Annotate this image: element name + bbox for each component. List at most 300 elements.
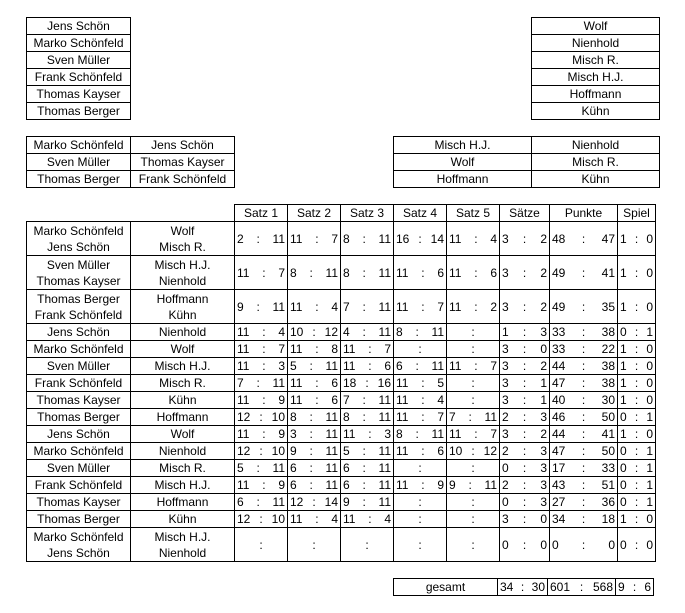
home-double-row [27,137,235,154]
spiel-score-home: 1 [620,427,627,441]
set-score: : [288,528,341,562]
saetze-score-guest: 2 [540,265,547,280]
player-name: Hoffmann [156,291,209,306]
set-score-home: 18 [343,376,357,390]
set-score-home: 11 [237,359,250,373]
spiel-score: 1 : 0 [618,426,656,443]
home-double-row [27,154,235,171]
saetze-score-home: 3 [502,359,509,373]
saetze-score-home: 0 [502,495,509,509]
set-score: 11 : 9 [394,477,447,494]
set-score: 8 : 11 [394,324,447,341]
set-score-home: 12 [237,410,251,424]
set-score-home: 11 [396,444,409,458]
saetze-score-home: 3 [502,265,509,280]
home-player-row [27,86,131,103]
spiel-score: 1 : 0 [618,222,656,256]
set-score-guest: 6 [331,393,338,407]
saetze-score: 2 : 3 [500,409,550,426]
player-name: Jens Schön [47,239,110,254]
set-score-home: 11 [449,299,462,314]
spiel-score: 1 : 0 [618,392,656,409]
set-score: : [447,460,500,477]
set-score: 11 : 5 [394,375,447,392]
guest-double-row [394,154,660,171]
player-name: Thomas Berger [37,291,120,306]
set-score-home: 8 [343,265,350,280]
saetze-score-guest: 0 [540,537,547,552]
set-score-home: 11 [237,393,250,407]
home-double-player: Jens Schön [131,137,235,154]
match-home [27,494,131,511]
set-score-home: 11 [343,342,356,356]
match-guest [131,358,235,375]
match-home [27,358,131,375]
punkte-score: 34 : 18 [550,511,618,528]
saetze-score-guest: 3 [540,461,547,475]
spiel-score-home: 0 [620,410,627,424]
home-player-cell: Jens Schön [27,18,131,35]
set-score-guest: 8 [331,342,338,356]
set-score-home: 6 [343,461,350,475]
set-score: 6 : 11 [341,460,394,477]
set-score-guest: 11 [272,461,285,475]
set-score-home: 11 [290,299,303,314]
player-name: Sven Müller [46,257,111,272]
set-score-home: 11 [396,410,409,424]
total-punkte: 601 : 568 [548,579,616,596]
spiel-score-home: 1 [620,231,627,246]
set-score-home: 8 [343,231,350,246]
saetze-score: 0 : 3 [500,494,550,511]
saetze-score-home: 3 [502,512,509,526]
player-name: Misch R. [159,461,206,475]
player-name: Thomas Kayser [36,273,121,288]
saetze-score-guest: 2 [540,231,547,246]
guest-player-cell: Misch H.J. [532,69,660,86]
set-score-home: 11 [237,265,250,280]
set-score: : [447,324,500,341]
punkte-score-guest: 50 [601,410,615,424]
set-score: 3 : 11 [288,426,341,443]
set-score: 12 : 10 [235,443,288,460]
match-row [27,409,656,426]
punkte-score-guest: 18 [601,512,615,526]
player-name: Misch H.J. [154,257,211,272]
set-score: 11 : 6 [341,358,394,375]
set-score: 7 : 11 [235,375,288,392]
match-row [27,222,656,256]
match-row [27,324,656,341]
header-blank [131,205,235,222]
set-score-guest: 11 [378,495,391,509]
match-row [27,528,656,562]
saetze-score-home: 3 [502,427,509,441]
set-score-home: 11 [237,478,250,492]
set-score-guest: 11 [325,478,338,492]
set-score: 9 : 11 [235,290,288,324]
header-row [27,205,656,222]
set-score-home: 11 [449,231,462,246]
set-score-home: 9 [449,478,456,492]
saetze-score: 3 : 2 [500,290,550,324]
spiel-score-guest: 0 [646,359,653,373]
match-home [27,375,131,392]
spiel-score-guest: 0 [646,393,653,407]
set-score-guest: 6 [331,376,338,390]
set-score-home: 8 [290,265,297,280]
set-score-home: 4 [343,325,350,339]
set-score-guest: 6 [384,359,391,373]
punkte-score: 0 : 0 [550,528,618,562]
set-score-guest: 11 [378,265,391,280]
set-score-guest: 11 [272,376,285,390]
set-score-guest: 14 [430,231,444,246]
header-cell: Spiel [618,205,656,222]
spiel-score: 1 : 0 [618,511,656,528]
punkte-score-guest: 33 [601,461,615,475]
match-guest [131,511,235,528]
punkte-score: 40 : 30 [550,392,618,409]
punkte-score-home: 33 [552,342,566,356]
saetze-score: 0 : 0 [500,528,550,562]
set-score-home: 6 [290,478,297,492]
player-name: Sven Müller [46,461,111,475]
set-score-guest: 7 [490,427,497,441]
spiel-score-home: 1 [620,265,627,280]
set-score-guest: 7 [278,265,285,280]
guest-double-player: Wolf [394,154,532,171]
set-score-guest: 6 [490,265,497,280]
spiel-score: 0 : 1 [618,443,656,460]
set-score-home: 6 [343,478,350,492]
set-score-home: 11 [237,427,250,441]
match-row [27,256,656,290]
punkte-score-guest: 47 [601,231,615,246]
set-score: 11 : 9 [235,392,288,409]
punkte-score: 44 : 41 [550,426,618,443]
player-name: Nienhold [158,545,207,560]
saetze-score-home: 1 [502,325,509,339]
home-double-player: Thomas Kayser [131,154,235,171]
guest-player-cell: Misch R. [532,52,660,69]
guest-double-row [394,171,660,188]
set-score-guest: 9 [437,478,444,492]
set-score: 4 : 11 [341,324,394,341]
saetze-score-home: 0 [502,461,509,475]
guest-players-table [531,17,660,120]
punkte-score-home: 40 [552,393,566,407]
punkte-score: 33 : 22 [550,341,618,358]
spiel-score: 1 : 0 [618,341,656,358]
set-score-guest: 11 [378,231,391,246]
set-score-guest: 11 [325,444,338,458]
saetze-score: 3 : 0 [500,341,550,358]
home-player-cell: Frank Schönfeld [27,69,131,86]
saetze-score-guest: 3 [540,325,547,339]
guest-player-row [532,86,660,103]
match-row [27,392,656,409]
set-score: 5 : 11 [235,460,288,477]
player-name: Misch H.J. [154,529,211,544]
guest-double-player: Misch R. [532,154,660,171]
set-score: 11 : 4 [394,392,447,409]
total-row [394,579,654,596]
guest-doubles-table [393,136,660,188]
punkte-score-guest: 35 [601,299,615,314]
set-score-home: 10 [449,444,463,458]
set-score: 6 : 11 [235,494,288,511]
spiel-score: 1 : 0 [618,358,656,375]
guest-player-row [532,18,660,35]
saetze-score-guest: 3 [540,444,547,458]
spiel-score-guest: 1 [646,325,653,339]
punkte-score-home: 49 [552,265,566,280]
set-score: : [235,528,288,562]
player-name: Misch R. [159,376,206,390]
player-name: Jens Schön [47,545,110,560]
set-score: 6 : 11 [288,460,341,477]
spiel-score-guest: 1 [646,478,653,492]
saetze-score-home: 3 [502,342,509,356]
spiel-score-guest: 1 [646,461,653,475]
saetze-score-home: 3 [502,299,509,314]
punkte-score-home: 47 [552,444,566,458]
set-score-guest: 11 [325,265,338,280]
guest-player-row [532,103,660,120]
match-home [27,290,131,324]
set-score-home: 8 [290,410,297,424]
set-score: 11 : 6 [447,256,500,290]
set-score-home: 3 [290,427,297,441]
set-score: 11 : 4 [341,511,394,528]
spiel-score: 0 : 1 [618,477,656,494]
set-score: 12 : 14 [288,494,341,511]
set-score-home: 9 [343,495,350,509]
match-home [27,511,131,528]
set-score: : [341,528,394,562]
set-score-guest: 7 [437,299,444,314]
set-score-guest: 11 [378,410,391,424]
set-score-guest: 11 [484,478,497,492]
set-score: 7 : 11 [341,392,394,409]
player-name: Thomas Berger [37,410,120,424]
saetze-score-guest: 3 [540,478,547,492]
set-score-home: 7 [449,410,456,424]
set-score-guest: 11 [325,461,338,475]
player-name: Kühn [168,512,197,526]
player-name: Hoffmann [156,410,209,424]
match-home [27,256,131,290]
set-score-home: 11 [396,478,409,492]
set-score: 2 : 11 [235,222,288,256]
saetze-score-home: 3 [502,393,509,407]
spiel-score-guest: 1 [646,495,653,509]
match-guest [131,256,235,290]
player-name: Wolf [170,427,195,441]
saetze-score: 3 : 2 [500,256,550,290]
punkte-score-guest: 41 [601,427,615,441]
player-name: Frank Schönfeld [34,376,123,390]
match-home [27,460,131,477]
set-score-guest: 9 [278,478,285,492]
player-name: Nienhold [158,444,207,458]
set-score-home: 11 [343,427,356,441]
punkte-score-home: 44 [552,427,566,441]
set-score: 11 : 3 [341,426,394,443]
player-name: Thomas Kayser [36,393,121,407]
match-row [27,443,656,460]
punkte-score-guest: 41 [601,265,615,280]
set-score: 8 : 11 [341,256,394,290]
set-score-guest: 12 [483,444,497,458]
home-player-cell: Sven Müller [27,52,131,69]
set-score: 11 : 7 [447,358,500,375]
set-score-guest: 11 [272,231,285,246]
punkte-score-home: 47 [552,376,566,390]
punkte-score-guest: 50 [601,444,615,458]
player-name: Kühn [168,307,197,322]
match-home [27,324,131,341]
spiel-score: 0 : 1 [618,494,656,511]
match-home [27,409,131,426]
punkte-score-guest: 22 [601,342,615,356]
set-score: : [447,494,500,511]
set-score: : [394,341,447,358]
set-score: 9 : 11 [341,494,394,511]
set-score: 11 : 4 [288,511,341,528]
spiel-score-home: 0 [620,444,627,458]
saetze-score: 1 : 3 [500,324,550,341]
player-name: Kühn [168,393,197,407]
set-score-guest: 2 [490,299,497,314]
set-score: 11 : 2 [447,290,500,324]
home-player-cell: Marko Schönfeld [27,35,131,52]
punkte-score: 33 : 38 [550,324,618,341]
player-name: Marko Schönfeld [33,223,124,238]
header-blank [27,205,131,222]
set-score-home: 11 [396,376,409,390]
set-score-home: 11 [290,342,303,356]
set-score: 11 : 7 [394,290,447,324]
match-row [27,358,656,375]
set-score-guest: 11 [378,325,391,339]
player-name: Jens Schön [47,325,110,339]
home-double-player: Frank Schönfeld [131,171,235,188]
spiel-score-home: 1 [620,299,627,314]
saetze-score: 2 : 3 [500,443,550,460]
set-score: 11 : 9 [235,426,288,443]
set-score-home: 11 [343,512,356,526]
punkte-score: 44 : 38 [550,358,618,375]
match-home [27,426,131,443]
set-score-home: 11 [290,376,303,390]
home-double-player: Sven Müller [27,154,131,171]
saetze-score: 3 : 1 [500,392,550,409]
spiel-score-home: 1 [620,512,627,526]
set-score: 11 : 7 [447,426,500,443]
set-score-guest: 11 [378,393,391,407]
set-score-home: 7 [237,376,244,390]
punkte-score-home: 0 [552,537,559,552]
set-score-home: 11 [290,512,303,526]
set-score: 6 : 11 [288,477,341,494]
home-player-cell: Thomas Berger [27,103,131,120]
set-score-guest: 11 [378,478,391,492]
set-score-guest: 7 [278,342,285,356]
saetze-score-guest: 1 [540,376,547,390]
match-guest [131,460,235,477]
set-score: 8 : 11 [288,409,341,426]
set-score-guest: 12 [324,325,338,339]
match-row [27,375,656,392]
punkte-score-guest: 38 [601,325,615,339]
punkte-score: 46 : 50 [550,409,618,426]
set-score-home: 11 [237,342,250,356]
set-score-guest: 11 [431,359,444,373]
home-double-player: Marko Schönfeld [27,137,131,154]
set-score-home: 12 [237,512,251,526]
set-score-guest: 7 [437,410,444,424]
set-score-home: 8 [343,410,350,424]
home-player-row [27,103,131,120]
set-score-guest: 16 [377,376,391,390]
set-score-guest: 4 [331,299,338,314]
set-score: 11 : 6 [394,256,447,290]
set-score-home: 10 [290,325,304,339]
set-score-guest: 11 [272,299,285,314]
guest-player-cell: Kühn [532,103,660,120]
set-score-home: 8 [396,427,403,441]
set-score: 16 : 14 [394,222,447,256]
set-score: 11 : 4 [447,222,500,256]
set-score: : [447,375,500,392]
set-score-home: 8 [396,325,403,339]
player-name: Hoffmann [156,495,209,509]
match-guest [131,324,235,341]
guest-player-row [532,35,660,52]
set-score: 11 : 9 [235,477,288,494]
match-row [27,290,656,324]
punkte-score: 48 : 47 [550,222,618,256]
set-score: 11 : 4 [235,324,288,341]
punkte-score-home: 48 [552,231,566,246]
spiel-score: 1 : 0 [618,290,656,324]
punkte-score-guest: 30 [601,393,615,407]
set-score-home: 7 [343,393,350,407]
player-name: Frank Schönfeld [34,307,123,322]
match-guest [131,222,235,256]
saetze-score: 0 : 3 [500,460,550,477]
guest-double-player: Nienhold [532,137,660,154]
set-score: 11 : 6 [288,392,341,409]
spiel-score-home: 1 [620,393,627,407]
set-score: 6 : 11 [341,477,394,494]
set-score: 8 : 11 [341,409,394,426]
match-row [27,494,656,511]
set-score-home: 9 [237,299,244,314]
set-score: : [447,392,500,409]
home-players-table [26,17,131,120]
punkte-score-guest: 38 [601,376,615,390]
set-score-guest: 9 [278,393,285,407]
saetze-score-guest: 0 [540,512,547,526]
set-score-home: 12 [237,444,251,458]
header-cell: Satz 5 [447,205,500,222]
punkte-score: 47 : 50 [550,443,618,460]
punkte-score: 43 : 51 [550,477,618,494]
set-score-guest: 4 [331,512,338,526]
